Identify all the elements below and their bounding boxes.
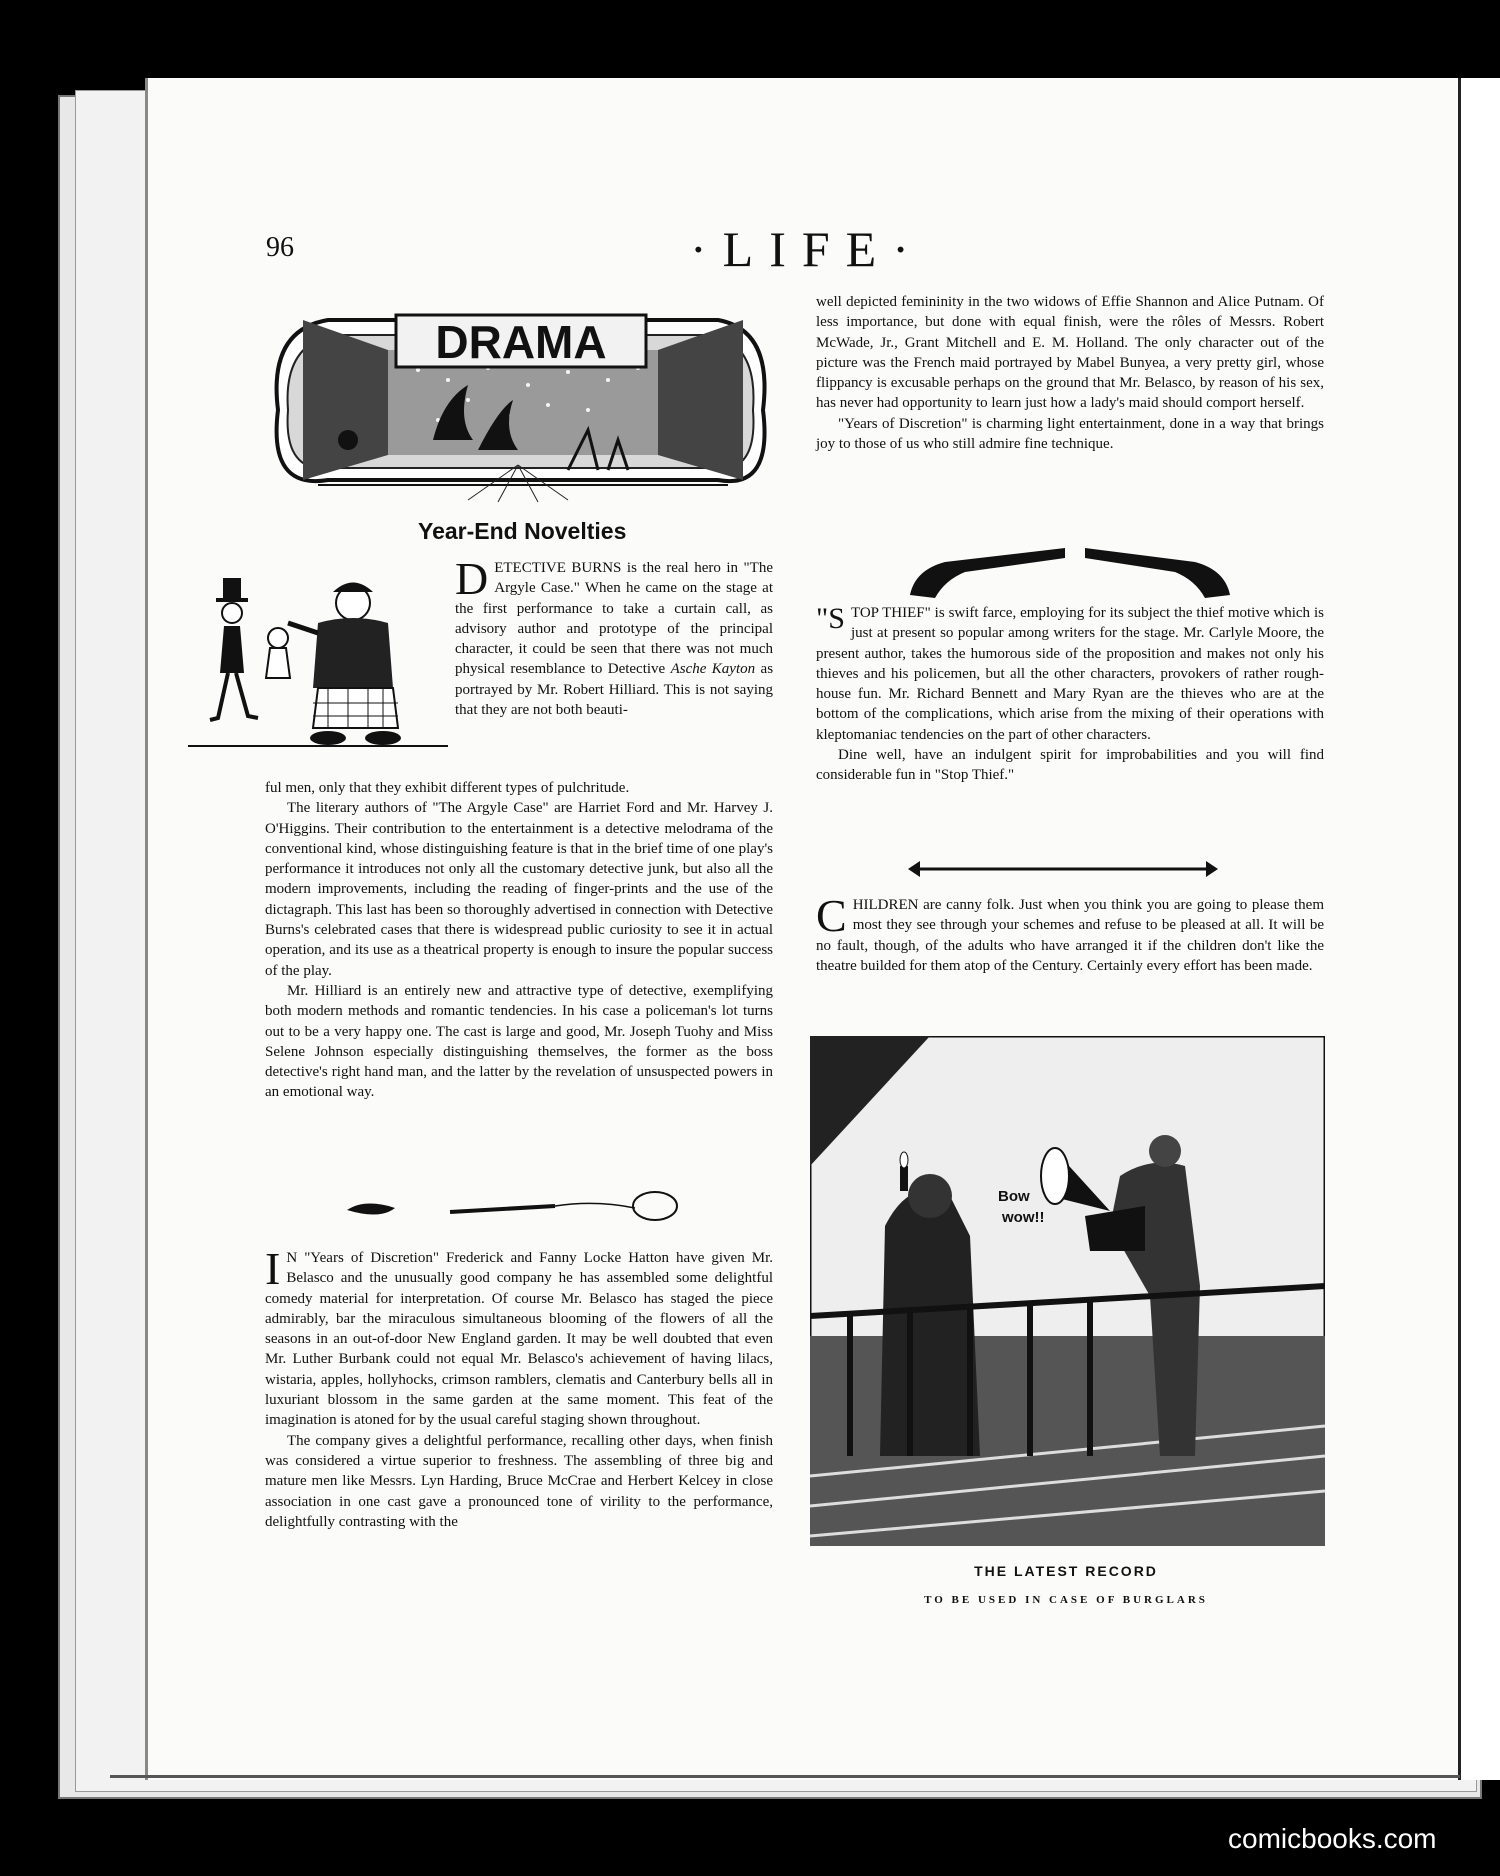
pistols-divider [905, 540, 1235, 605]
paragraph-text: N "Years of Discretion" Frederick and Fanny Locke Hatton have given Mr. Belasco and the unusually good company he has assembled some delightful comedy material for interpretation. Of course Mr. Belasco has staged the piece admirably, bar the miraculous simultaneous blooming of the flowers of all the seasons in an out-of-door New England garden. It may be well doubted that even Mr. Luther Burbank could not equal Mr. Belasco's achievement of having lilacs, wistaria, apples, hollyhocks, crimson ramblers, clematis and Canterbury bells all in luxuriant blossom in the same garden at the same moment. This feat of the imagination is atoned for by the usual careful staging shown throughout. [265, 1250, 773, 1429]
dropcap-c: C [816, 890, 847, 941]
dropcap-d: D [455, 553, 489, 604]
speech-bow: Bow [998, 1188, 1030, 1205]
paragraph-text: TOP THIEF" is swift farce, employing for its subject the thief motive which is just at present so popular among writers for the stage. Mr. Carlyle Moore, the present author, takes the humorous side of the proposition and makes not only his thieves and his policemen, but all the other characters, provokers of rather rough-house fun. Mr. Richard Bennett and Mary Ryan are the thieves who are at the bottom of the complications, which arise from the mixing of their operations with kleptomaniac tendencies on the part of other characters. [816, 605, 1324, 743]
paragraph: "Years of Discretion" is charming light entertainment, done in a way that brings joy to those of us who still admire fine technique. [816, 415, 1324, 453]
intro-text: ETECTIVE BURNS is the real hero in "The Argyle Case." When he came on the stage at the first performance to take a curtain call, as advisory author and prototype of the principal character, it could be seen that there was not much physical resemblance to Detective [455, 560, 773, 678]
paragraph [265, 1243, 773, 1431]
paragraph: well depicted femininity in the two widows of Effie Shannon and Alice Putnam. Of less importance, but done with equal finish, were the rôles of Messrs. Robert McWade, Jr., Grant Mitchell and E. M. Holland. The only character out of the picture was the French maid portrayed by Mabel Bunyea, a very pretty girl, whose flippancy is excusable perhaps on the ground that Mr. Belasco, by reason of his sex, has never had opportunity to learn just how a lady's maid should comport herself. [816, 294, 1324, 412]
column-2-middle [816, 603, 1324, 786]
arrow-divider [908, 858, 1218, 880]
intro-text-2: as portrayed by Mr. Robert Hilliard. This is not saying that they are not both beauti- [455, 661, 774, 719]
detective-cartoon-illustration [188, 568, 453, 758]
paragraph: ful men, only that they exhibit different types of pulchritude. [265, 780, 630, 796]
column-1-bottom [265, 1243, 773, 1532]
column-2-bottom [816, 890, 1324, 976]
article-heading: Year-End Novelties [418, 518, 627, 544]
illustration-subcaption: TO BE USED IN CASE OF BURGLARS [924, 1594, 1208, 1606]
column-2-top [816, 292, 1324, 454]
page-bottom-rule [110, 1775, 1460, 1778]
mask-lasso-divider [345, 1190, 695, 1230]
speech-wow: wow!! [1002, 1209, 1045, 1226]
dropcap-s: "S [816, 602, 845, 635]
banner-title: DRAMA [435, 316, 607, 368]
paragraph [816, 890, 1324, 976]
phonograph-cartoon-illustration [810, 1036, 1325, 1546]
paragraph: Mr. Hilliard is an entirely new and attractive type of detective, exemplifying both modern methods and romantic tendencies. In his case a policeman's lot turns out to be a very happy one. The cast is large and good, Mr. Joseph Tuohy and Miss Selene Johnson especially distinguishing themselves, the former as the boss detective's right hand man, and the latter by the revelation of unsuspected powers in an emotional way. [265, 982, 773, 1101]
article-intro-wrap [455, 553, 774, 720]
column-1-top [265, 778, 773, 1103]
intro-italic: Asche Kayton [670, 661, 756, 678]
watermark: comicbooks.com [1228, 1823, 1437, 1854]
paragraph-text: HILDREN are canny folk. Just when you think you are going to please them most they see through your schemes and refuse to be pleased at all. It will be no fault, though, of the adults who have arranged it if the children don't like the theatre builded for them atop of the Century. Certainly every effort has been made. [816, 897, 1324, 974]
paragraph [816, 603, 1324, 745]
dropcap-i: I [265, 1243, 281, 1294]
paragraph: The company gives a delightful performance, recalling other days, when finish was considered a virtue superior to freshness. The assembling of three big and mature men like Messrs. Lyn Harding, Bruce McCrae and Herbert Kelcey in close association in one cast gave a pronounced tone of virility to the performance, delightfully contrasting with the [265, 1432, 773, 1530]
next-page-edge [1458, 78, 1500, 1780]
page-number: 96 [266, 232, 294, 263]
paragraph: The literary authors of "The Argyle Case" are Harriet Ford and Mr. Harvey J. O'Higgins. Their contribution to the entertainment is a detective melodrama of the conventional kind, whose distinguishing feature is that in the brief time of one play's performance it introduces not only all the customary detective junk, but also all the modern improvements, including the reading of finger-prints and the use of the dictagraph. This last has been so thoroughly advertised in connection with Detective Burns's celebrated cases that there is widespread public curiosity to see it in actual operation, and its use as a theatrical property is enough to insure the popular success of the play. [265, 800, 773, 979]
illustration-caption: THE LATEST RECORD [974, 1563, 1158, 1579]
masthead: ·LIFE· [690, 221, 925, 277]
drama-banner-illustration [268, 290, 778, 505]
paragraph: Dine well, have an indulgent spirit for improbabilities and you will find considerable fun in "Stop Thief." [816, 747, 1324, 784]
